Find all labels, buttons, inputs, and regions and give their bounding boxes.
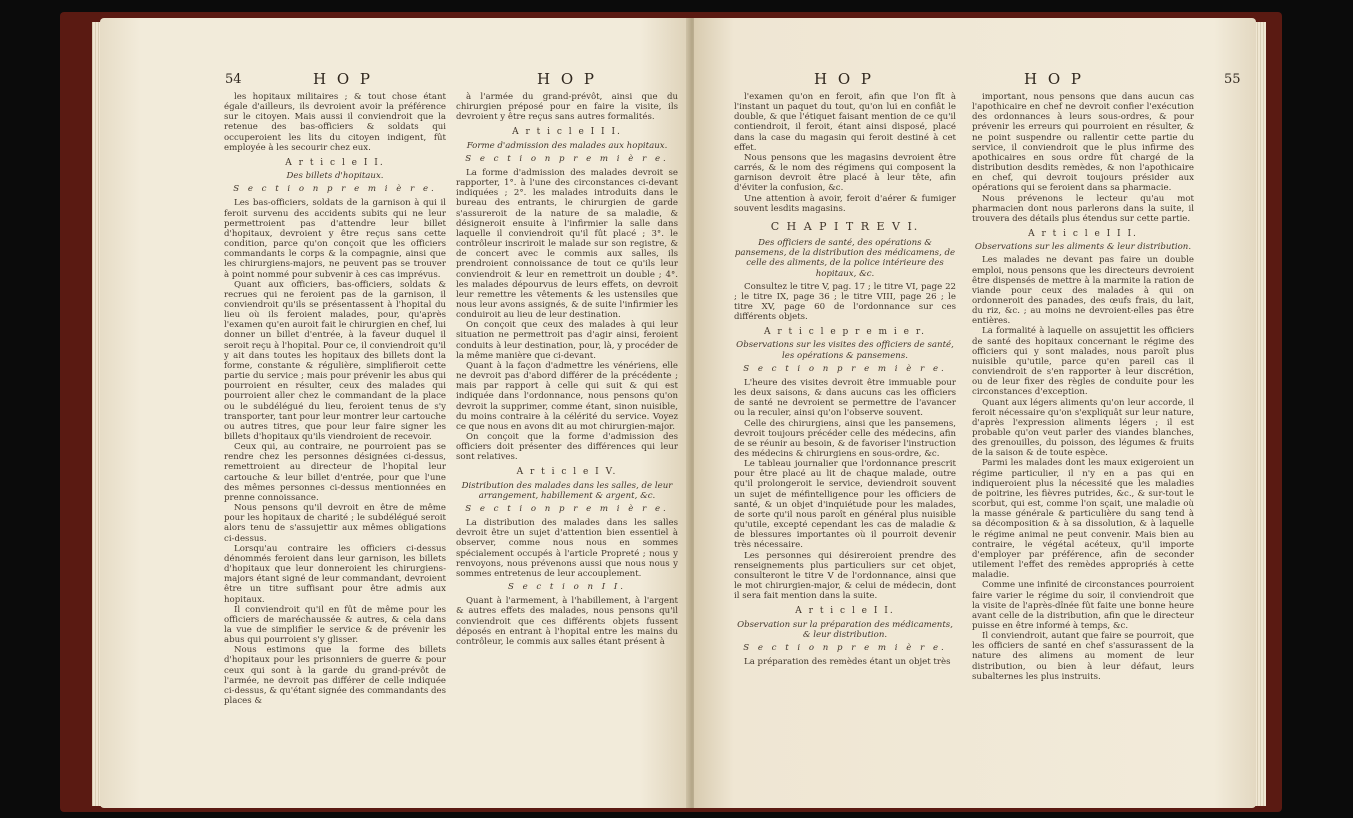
page-number-left: 54 — [225, 72, 242, 87]
paragraph: Nous prévenons le lecteur qu'au mot pharmacien dont nous parlerons dans la suite, il trouvera des détails plus étendus sur cette partie. — [972, 193, 1194, 224]
paragraph: Il conviendroit qu'il en fût de même pour les officiers de maréchaussée & autres, & cela dans la vue de simplifier le service & de prévenir les abus qui pourroient s'y glisser. — [224, 604, 446, 646]
paragraph: Comme une infinité de circonstances pourroient faire varier le régime du soir, il conviendroit que la visite de l'après-dînée fût faite une bonne heure avant celle de la distribution, afin que le directeur puisse en être informé à temps, &c. — [972, 580, 1194, 631]
running-head-left-col2: H O P — [537, 70, 598, 88]
left-page-column-1 — [224, 92, 446, 706]
italic-heading: Distribution des malades dans les salles, de leur arrangement, habillement & argent, &c. — [461, 480, 673, 501]
article-heading: A r t i c l e I I I. — [512, 127, 622, 138]
section-heading: S e c t i o n p r e m i è r e. — [465, 503, 669, 514]
paragraph: Nous estimons que la forme des billets d'hopitaux pour les prisonniers de guerre & pour ceux qui sont à la garde du grand-prévôt de l'armée, ne devroit pas différer de celle indiquée ci-dessus, & qu'étant signée des commandants des places & — [224, 645, 446, 707]
paragraph: Nous pensons que les magasins devroient être carrés, & le nom des régimens qui composent la garnison devroit être placé à leur tête, afin d'éviter la confusion, &c. — [734, 152, 956, 194]
paragraph: L'heure des visites devroit être immuable pour les deux saisons, & dans aucuns cas les officiers de santé ne devroient se permettre de l'avancer ou la reculer, ainsi qu'on l'observe souvent. — [734, 377, 956, 419]
paragraph: important, nous pensons que dans aucun cas l'apothicaire en chef ne devroit confier l'exécution des ordonnances à leurs sous-ordres, & pour prévenir les erreurs qui pourroient en résulter, & ne point suspendre ou rallentir cette partie du service, il conviendroit que le plus infirme des apothicaires en sous ordre fût chargé de la distribution desdits remèdes, & non l'apothicaire en chef, qui devroit toujours présider aux opérations qui se feroient dans sa pharmacie. — [972, 92, 1194, 194]
left-page — [100, 18, 690, 808]
article-heading: A r t i c l e I I. — [285, 157, 385, 168]
italic-heading: Observations sur les visites des officiers de santé, les opérations & pansemens. — [736, 340, 954, 361]
section-heading: S e c t i o n I I. — [507, 582, 627, 593]
paragraph: Consultez le titre V, pag. 17 ; le titre VI, page 22 ; le titre IX, page 36 ; le titre VIII, page 26 ; le titre XV, page 60 de l'ordonnance sur ces différents objets. — [734, 281, 956, 323]
paragraph: La préparation des remèdes étant un objet très — [744, 656, 951, 667]
paragraph: On conçoit que ceux des malades à qui leur situation ne permettroit pas d'agir ainsi, feroient conduits à leur destination, pour, là, y procéder de la même manière que ci-devant. — [456, 320, 678, 361]
paragraph: La formalité à laquelle on assujettit les officiers de santé des hopitaux concernant le régime des officiers qui y sont malades, nous paroît plus nuisible qu'utile, parce qu'en pareil cas il conviendroit de s'en rapporter à leur discrétion, ou de leur fixer des règles de conduite pour les circonstances d'exception. — [972, 326, 1194, 398]
right-page-column-1 — [734, 92, 956, 667]
article-heading: A r t i c l e I I I. — [1028, 229, 1138, 240]
paragraph: Les bas-officiers, soldats de la garnison à qui il feroit survenu des accidents subits qui ne leur permettroient pas d'attendre leur billet d'hopitaux, devroient y être reçus sans cette condition, parce qu'on conçoit que les officiers commandants le corps & la compagnie, ainsi que les chirurgiens-majors, ne peuvent pas se trouver à point nommé pour subvenir à ces cas imprévus. — [224, 198, 446, 280]
paragraph: Les personnes qui désireroient prendre des renseignements plus particuliers sur cet objet, consulteront le titre V de l'ordonnance, ainsi que le mot chirurgien-major, & celui de médecin, dont il sera fait mention dans la suite. — [734, 550, 956, 602]
italic-heading: Observation sur la préparation des médicaments, & leur distribution. — [737, 619, 953, 640]
right-page-column-2 — [972, 92, 1194, 682]
paragraph: Le tableau journalier que l'ordonnance prescrit pour être placé au lit de chaque malade, outre qu'il prolongeroit le service, deviendroit souvent un sujet de méfintelligence pour les officiers de santé, & un objet d'inquiétude pour les malades, de sorte qu'il nous paroît en général plus nuisible qu'utile, excepté cependant les cas de maladie & de blessures importantes où il pourroit devenir très nécessaire. — [734, 459, 956, 551]
paragraph: Une attention à avoir, feroit d'aérer & fumiger souvent lesdits magasins. — [734, 193, 956, 214]
italic-heading: Observations sur les aliments & leur distribution. — [974, 242, 1192, 253]
section-heading: S e c t i o n p r e m i è r e. — [743, 642, 947, 653]
italic-heading: Des billets d'hopitaux. — [286, 171, 384, 182]
paragraph: à l'armée du grand-prévôt, ainsi que du chirurgien préposé pour en faire la visite, ils devroient y être reçus sans autres formalités. — [456, 92, 678, 123]
paragraph: Celle des chirurgiens, ainsi que les pansemens, devroit toujours précéder celle des médecins, afin de se réunir au besoin, & de favoriser l'instruction des médecins & chirurgiens en sous-ordre, &c. — [734, 418, 956, 459]
chapter-heading: C H A P I T R E V I. — [770, 219, 920, 233]
article-heading: A r t i c l e I V. — [516, 467, 618, 478]
section-heading: S e c t i o n p r e m i è r e. — [743, 363, 947, 374]
article-heading: A r t i c l e p r e m i e r. — [763, 327, 927, 338]
paragraph: Il conviendroit, autant que faire se pourroit, que les officiers de santé en chef s'assurassent de la nature des alimens au moment de leur distribution, ou bien à leur défaut, leurs subalternes les plus instruits. — [972, 631, 1194, 682]
running-head-right-col2: H O P — [1024, 70, 1085, 88]
paragraph: On conçoit que la forme d'admission des officiers doit présenter des différences qui leur sont relatives. — [456, 432, 678, 463]
paragraph: Quant à l'armement, à l'habillement, à l'argent & autres effets des malades, nous pensons qu'il conviendroit que ces différents objets fussent déposés en entrant à l'hopital entre les mains du contrôleur, le commis aux salles étant présent à — [456, 596, 678, 647]
paragraph: La forme d'admission des malades devroit se rapporter, 1°. à l'une des circonstances ci-devant indiquées ; 2°. les malades introduits dans le bureau des entrants, le chirurgien de garde s'assureroit de la nature de sa maladie, & désigneroit ensuite à l'infirmier la salle dans laquelle il conviendroit qu'il fût placé ; 3°. le contrôleur inscriroit le malade sur son registre, & de concert avec le commis aux salles, ils prendroient connoissance de tout ce qu'ils leur conviendroit & leur en remettroit un double ; 4°. les malades dépourvus de leurs effets, on devroit leur remettre les vêtements & les ustensiles que nous leur avons assignés, & de suite l'infirmier les conduiroit au lieu de leur destination. — [456, 167, 678, 321]
paragraph: l'examen qu'on en feroit, afin que l'on fît à l'instant un paquet du tout, qu'on lui en confiât le double, & que l'étiquet faisant mention de ce qu'il contiendroit, il feroit, étant ainsi disposé, placé dans la case du magasin qui feroit destiné à cet effet. — [734, 92, 956, 153]
paragraph: Nous pensons qu'il devroit en être de même pour les hopitaux de charité ; le subdélégué seroit alors tenu de s'assujettir aux mêmes obligations ci-dessus. — [224, 503, 446, 544]
italic-heading: Des officiers de santé, des opérations & pansemens, de la distribution des médicamens, de celle des aliments, de la police intérieure des hopitaux, &c. — [734, 238, 956, 279]
left-page-column-2 — [456, 92, 678, 647]
right-page — [694, 18, 1256, 808]
italic-heading: Forme d'admission des malades aux hopitaux. — [466, 140, 668, 151]
page-number-right: 55 — [1224, 72, 1241, 87]
paragraph: Quant aux officiers, bas-officiers, soldats & recrues qui ne feroient pas de la garnison, il conviendroit qu'ils se présentassent à l'hopital du lieu où ils feroient malades, pour, qu'après l'examen qu'en auroit fait le chirurgien en chef, lui donner un billet d'entrée, à la faveur duquel il seroit reçu à l'hopital. Pour ce, il conviendroit qu'il y ait dans toutes les hopitaux des billets dont la forme, constante & régulière, simplifieroit cette partie du service ; mais pour prévenir les abus qui pourroient en résulter, ceux des malades qui pourroient aller chez le commandant de la place ou le subdélégué du lieu, feroient tenus de s'y transporter, tant pour leur montrer leur cartouche ou autres titres, que pour leur faire signer les billets d'hopitaux qu'ils viendroient de recevoir. — [224, 279, 446, 442]
paragraph: Les malades ne devant pas faire un double emploi, nous pensons que les directeurs devroient être dispensés de mettre à la marmite la ration de viande pour ceux des malades à qui on ordonneroit des panades, des œufs frais, du lait, du riz, &c. ; au moins ne devroient-elles pas être entières. — [972, 255, 1194, 327]
paragraph: Quant à la façon d'admettre les vénériens, elle ne devroit pas d'abord différer de la précédente ; mais par rapport à celle qui suit & qui est indiquée dans l'ordonnance, nous pensons qu'on devroit la supprimer, comme étant, sinon nuisible, du moins contraire à la célérité du service. Voyez ce que nous en avons dit au mot chirurgien-major. — [456, 360, 678, 432]
running-head-left-col1: H O P — [313, 70, 374, 88]
paragraph: Lorsqu'au contraire les officiers ci-dessus dénommés feroient dans leur garnison, les billets d'hopitaux que leur donneroient les chirurgiens-majors étant signé de leur commandant, devroient être un titre suffisant pour être admis aux hopitaux. — [224, 543, 446, 605]
section-heading: S e c t i o n p r e m i è r e. — [233, 184, 437, 195]
paragraph: les hopitaux militaires ; & tout chose étant égale d'ailleurs, ils devroient avoir la préférence sur le citoyen. Mais aussi il conviendroit que la retenue des bas-officiers & soldats qui occuperoient les lits du citoyen indigent, fût employée à les secourir chez eux. — [224, 92, 446, 153]
paragraph: Quant aux légers aliments qu'on leur accorde, il feroit nécessaire qu'on s'expliquât sur leur nature, d'après l'expression aliments légers ; il est probable qu'on veut parler des viandes blanches, des grenouilles, du poisson, des légumes & fruits de la saison & de toute espèce. — [972, 397, 1194, 459]
paragraph: Parmi les malades dont les maux exigeroient un régime particulier, il n'y en a pas qui en indiqueroient plus la nécessité que les maladies de poitrine, les fièvres putrides, &c., & sur-tout le scorbut, qui est, comme l'on sçait, une maladie où la masse générale & particulière du sang tend à sa décomposition & à sa dissolution, & à laquelle le régime animal ne peut convenir. Mais bien au contraire, le végétal acéteux, qu'il importe d'employer par préférence, afin de seconder utilement l'effet des remèdes appropriés à cette maladie. — [972, 458, 1194, 581]
running-head-right-col1: H O P — [814, 70, 875, 88]
article-heading: A r t i c l e I I. — [795, 606, 895, 617]
paragraph: Ceux qui, au contraire, ne pourroient pas se rendre chez les personnes désignées ci-dessus, remettroient au directeur de l'hopital leur cartouche & leur billet d'entrée, pour que l'une des mêmes personnes ci-dessus mentionnées en prenne connoissance. — [224, 442, 446, 503]
paragraph: La distribution des malades dans les salles devroit être un sujet d'attention bien essentiel à observer, comme nous nous en sommes spécialement occupés à l'article Propreté ; nous y renvoyons, nous prévenons aussi que nous nous y sommes entretenus de leur accouplement. — [456, 518, 678, 579]
section-heading: S e c t i o n p r e m i è r e. — [465, 153, 669, 164]
